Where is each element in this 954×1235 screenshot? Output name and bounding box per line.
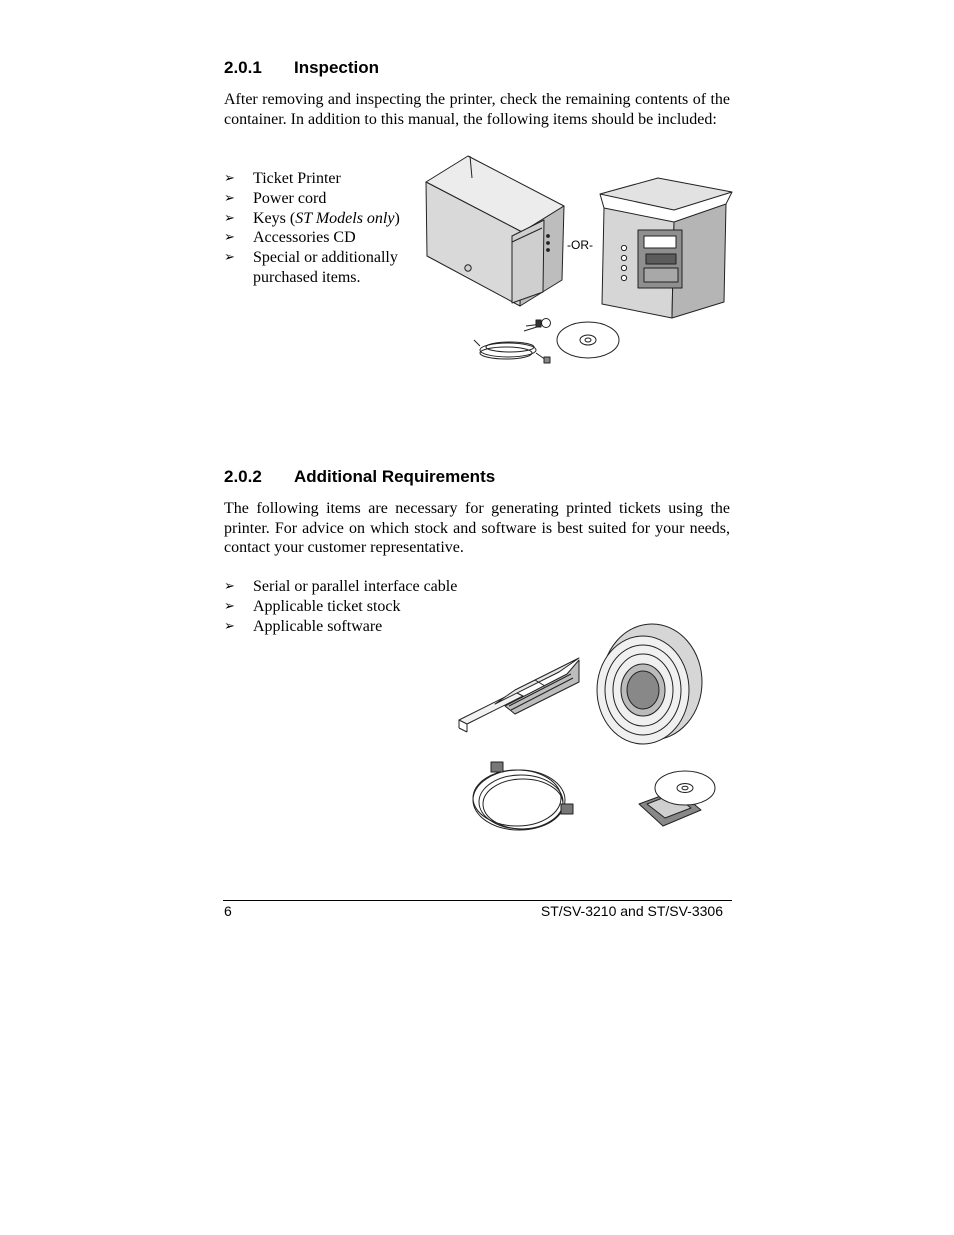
- list-item: ➢ Power cord: [224, 189, 327, 207]
- software-media-image: [639, 771, 715, 826]
- power-cord-image: [474, 340, 550, 363]
- list-item: ➢ Applicable ticket stock: [224, 597, 401, 615]
- section-heading-inspection: [224, 58, 379, 78]
- requirements-illustration: [455, 620, 735, 845]
- bullet-arrow-icon: ➢: [224, 250, 235, 266]
- list-item: ➢ Keys (ST Models only): [224, 209, 400, 227]
- requirements-item-list: [224, 577, 457, 636]
- bullet-arrow-icon: ➢: [224, 618, 235, 634]
- list-item: ➢ Applicable software: [224, 617, 383, 635]
- keys-image: [524, 319, 551, 332]
- footer-rule: [223, 900, 732, 901]
- bullet-arrow-icon: ➢: [224, 598, 235, 614]
- fanfold-ticket-stock-image: [459, 658, 579, 732]
- section-title: Additional Requirements: [294, 467, 496, 486]
- requirements-intro: The following items are necessary for generating printed tickets using the printer. For advice on which stock and software is best suited for your needs, contact your customer representative.: [224, 500, 730, 557]
- or-label: -OR-: [567, 238, 593, 252]
- section-title: Inspection: [294, 58, 380, 77]
- ticket-printer-image: [426, 156, 564, 306]
- page-number: 6: [224, 903, 232, 919]
- section-number: 2.0.2: [224, 467, 262, 486]
- inspection-item-list: [224, 169, 400, 288]
- inspection-contents-illustration: [420, 150, 740, 375]
- bullet-arrow-icon: ➢: [224, 579, 235, 594]
- section-heading-additional-requirements: [224, 467, 495, 487]
- list-item-continuation: purchased items.: [253, 268, 361, 286]
- list-item: ➢ Serial or parallel interface cable: [224, 578, 458, 595]
- footer-doc-title: ST/SV-3210 and ST/SV-3306: [540, 903, 723, 919]
- section-number: 2.0.1: [224, 58, 262, 77]
- bullet-arrow-icon: ➢: [224, 190, 235, 206]
- list-item: ➢ Ticket Printer: [224, 170, 341, 187]
- roll-ticket-stock-image: [597, 624, 702, 744]
- alternate-printer-image: [600, 178, 732, 318]
- bullet-arrow-icon: ➢: [224, 171, 235, 186]
- list-item: ➢ Special or additionally: [224, 249, 398, 267]
- bullet-arrow-icon: ➢: [224, 210, 235, 226]
- accessories-cd-image: [557, 322, 619, 358]
- bullet-arrow-icon: ➢: [224, 230, 235, 246]
- inspection-intro: After removing and inspecting the printer, check the remaining contents of the container. In addition to this manual, the following items should be included:: [224, 91, 730, 128]
- list-item: ➢ Accessories CD: [224, 229, 356, 247]
- interface-cable-image: [473, 762, 573, 830]
